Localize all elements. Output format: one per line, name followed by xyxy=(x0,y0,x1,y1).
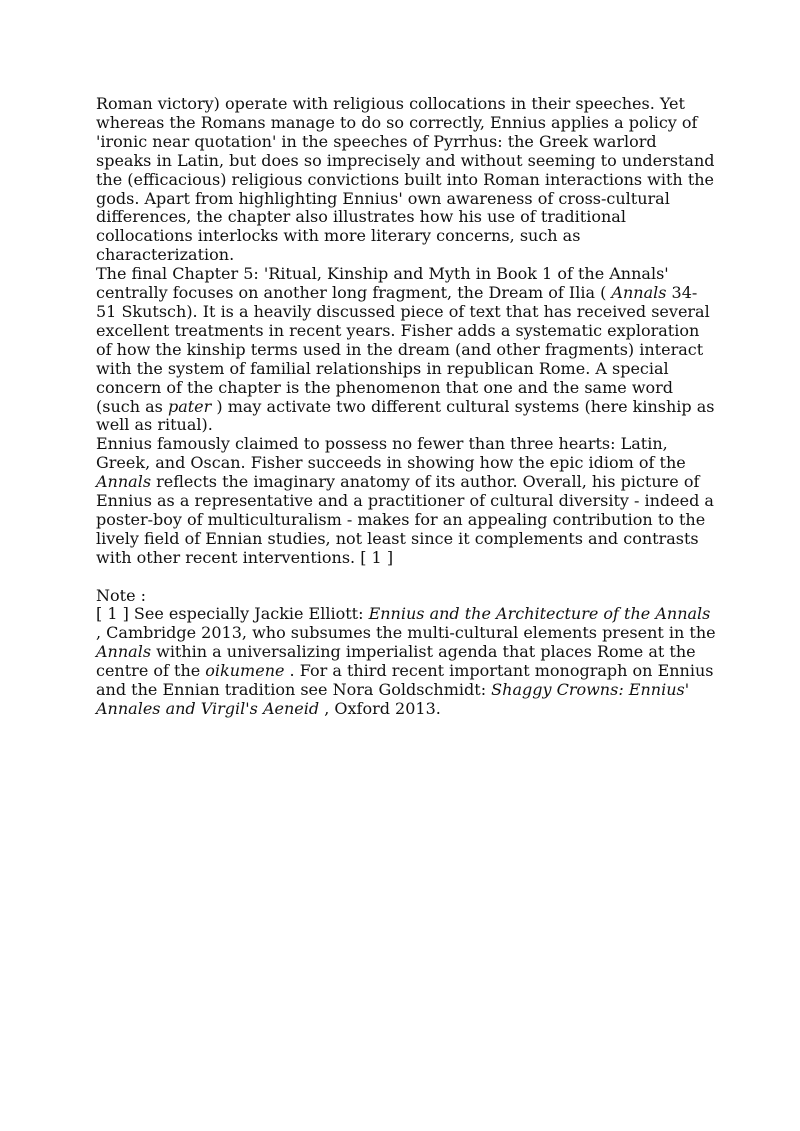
text-segment: Roman victory) operate with religious collocations in their speeches. Yet whereas the Romans manage to do so correctly, Ennius applies a policy of 'ironic near quotation' in the speeches of Pyrrhus: the Greek warlord speaks in Latin, but does so imprecisely and without seeming to understand the (efficacious) religious convictions built into Roman interactions with the gods. Apart from highlighting Ennius' own awareness of cross-cultural differences, the chapter also illustrates how his use of traditional collocations interlocks with more literary concerns, such as characterization. xyxy=(96,94,715,265)
italic-title: Ennius and the Architecture of the Annals xyxy=(368,604,711,624)
text-segment: . For a third recent important monograph on Ennius and the Ennian tradition see Nora Goldschmidt: xyxy=(96,661,714,700)
body-paragraph xyxy=(96,265,716,435)
footnote xyxy=(96,605,716,718)
italic-title: Shaggy Crowns: Ennius' Annales and Virgil's Aeneid xyxy=(96,680,690,718)
text-segment: 34-51 Skutsch). It is a heavily discussed piece of text that has received several excellent treatments in recent years. Fisher adds a systematic exploration of how the kinship terms used in the dream (and other fragments) interact with the system of familial relationships in republican Rome. A special concern of the chapter is the phenomenon that one and the same word (such as xyxy=(96,283,710,416)
italic-title: Annals xyxy=(96,472,152,492)
text-segment: [ 1 ] See especially Jackie Elliott: xyxy=(96,604,369,624)
text-segment: within a universalizing imperialist agenda that places Rome at the centre of the xyxy=(96,642,696,681)
text-segment: The final Chapter 5: 'Ritual, Kinship and Myth in Book 1 of the Annals' centrally focuses on another long fragment, the Dream of Ilia ( xyxy=(96,264,669,303)
document-page xyxy=(96,95,716,719)
paragraph-spacer xyxy=(96,568,716,587)
text-segment: reflects the imaginary anatomy of its author. Overall, his picture of Ennius as a representative and a practitioner of cultural diversity - indeed a poster-boy of multiculturalism - makes for an appealing contribution to the lively field of Ennian studies, not least since it complements and contrasts with other recent interventions. [ 1 ] xyxy=(96,472,714,567)
italic-title: Annals xyxy=(96,642,152,662)
text-segment: , Oxford 2013. xyxy=(319,698,441,718)
text-segment: Ennius famously claimed to possess no fewer than three hearts: Latin, Greek, and Oscan. Fisher succeeds in showing how the epic idiom of the xyxy=(96,434,686,473)
italic-term: oikumene xyxy=(205,661,285,681)
text-segment: ) may activate two different cultural systems (here kinship as well as ritual). xyxy=(96,396,715,435)
text-segment: , Cambridge 2013, who subsumes the multi-cultural elements present in the xyxy=(96,623,716,643)
body-paragraph xyxy=(96,95,716,265)
body-paragraph xyxy=(96,435,716,567)
italic-title: Annals xyxy=(611,283,667,303)
italic-term: pater xyxy=(167,396,212,416)
notes-heading: Note : xyxy=(96,585,147,605)
